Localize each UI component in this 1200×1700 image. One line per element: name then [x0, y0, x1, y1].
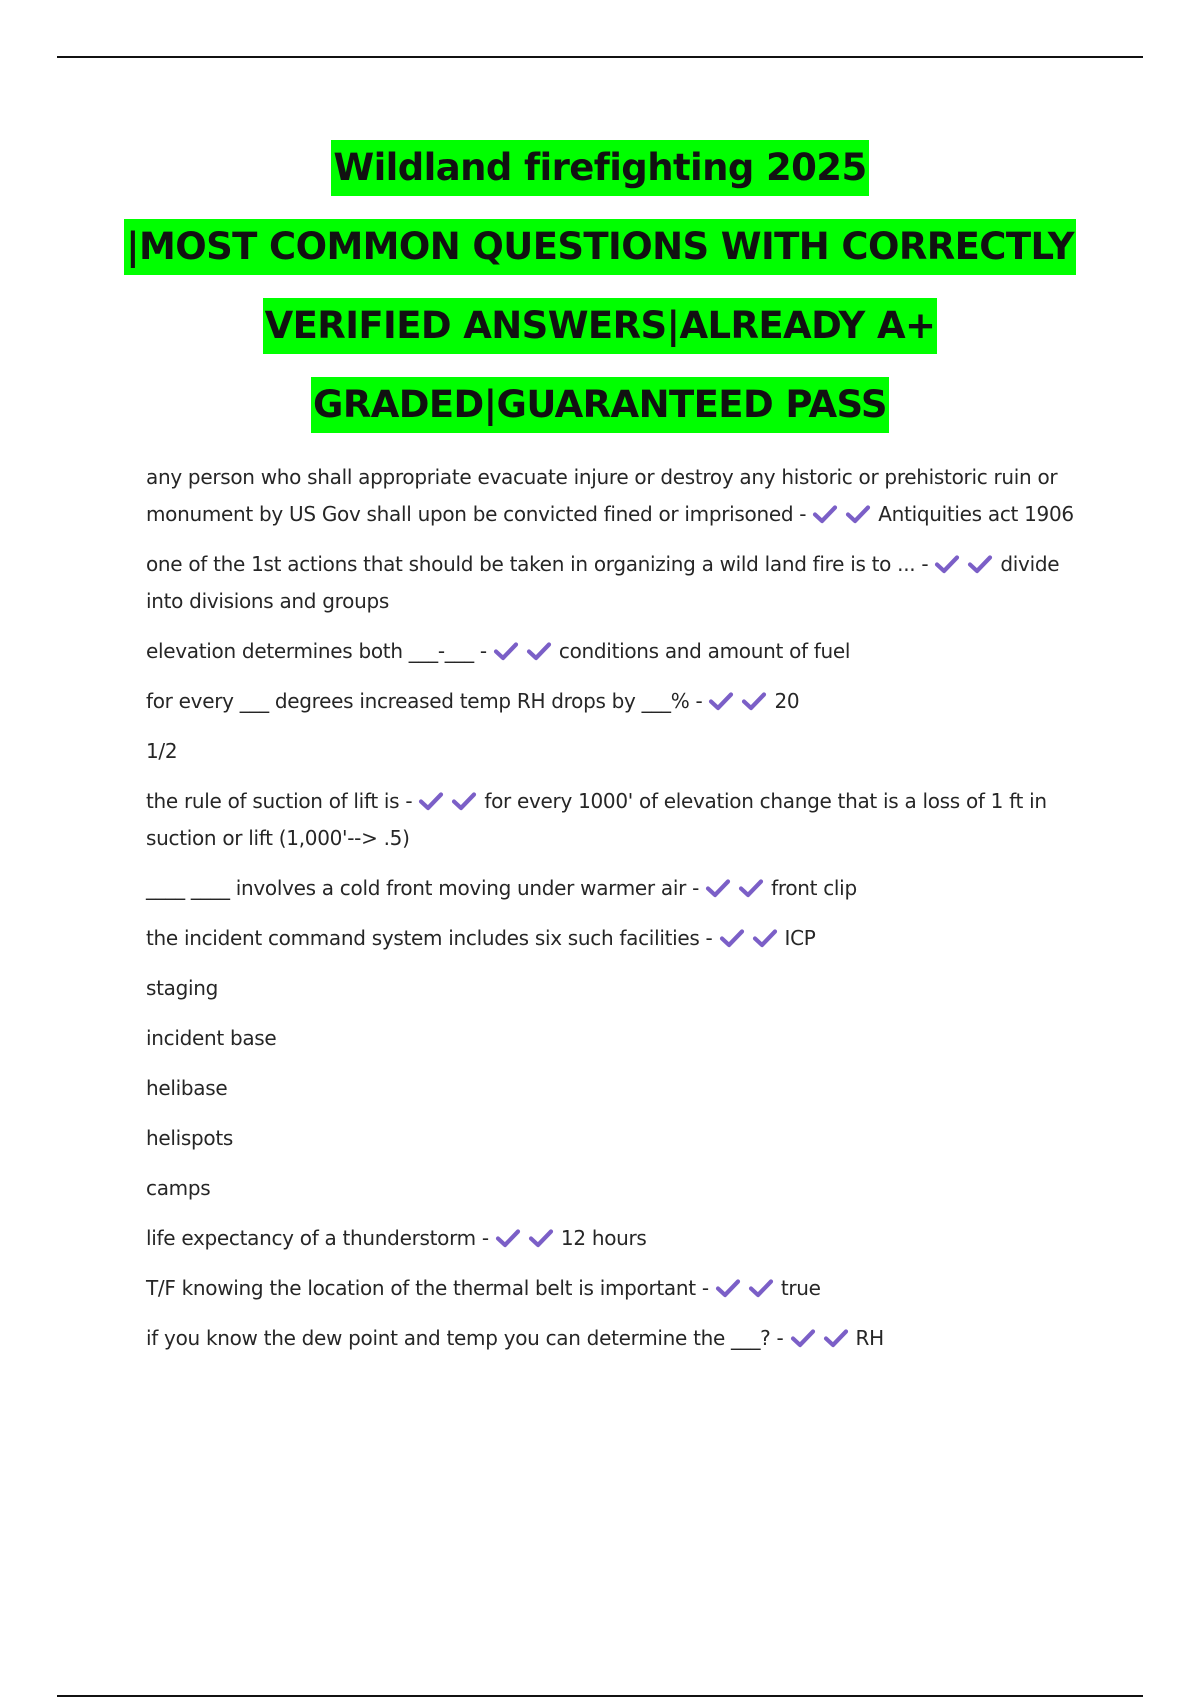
title-line-1: [0, 140, 1200, 219]
answer-text: true: [780, 1276, 821, 1300]
question-text: for every ___ degrees increased temp RH drops by ___% -: [146, 689, 703, 713]
qa-item: [146, 920, 1086, 957]
qa-list: [146, 459, 1086, 1370]
title-line-3: [0, 298, 1200, 377]
qa-item: [146, 459, 1086, 533]
checkmark-icon: [719, 928, 745, 948]
checkmark-icon: [451, 791, 477, 811]
checkmark-icon: [741, 691, 767, 711]
title-line-3-text: VERIFIED ANSWERS|ALREADY A+: [263, 298, 938, 354]
question-text: ____ ____ involves a cold front moving under warmer air -: [146, 876, 700, 900]
answer-text: for every 1000' of elevation change that is a loss of 1 ft in suction or lift (1,000'--> .5): [146, 789, 1047, 850]
answer-continuation: staging: [146, 976, 219, 1000]
answer-continuation: helispots: [146, 1126, 234, 1150]
document-title: [0, 140, 1200, 456]
question-text: the rule of suction of lift is -: [146, 789, 413, 813]
answer-text: ICP: [784, 926, 816, 950]
checkmark-icon: [738, 878, 764, 898]
qa-item: [146, 633, 1086, 670]
checkmark-icon: [790, 1328, 816, 1348]
answer-text: 12 hours: [560, 1226, 647, 1250]
answer-continuation: incident base: [146, 1026, 277, 1050]
top-rule: [57, 56, 1143, 58]
title-line-4: [0, 377, 1200, 456]
answer-text: divide into divisions and groups: [146, 552, 1060, 613]
checkmark-icon: [823, 1328, 849, 1348]
question-text: if you know the dew point and temp you can determine the ___? -: [146, 1326, 784, 1350]
title-line-2: [0, 219, 1200, 298]
checkmark-icon: [812, 504, 838, 524]
answer-text: conditions and amount of fuel: [558, 639, 851, 663]
answer-text: Antiquities act 1906: [878, 502, 1074, 526]
answer-continuation: helibase: [146, 1076, 228, 1100]
answer-continuation: 1/2: [146, 739, 178, 763]
checkmark-icon: [418, 791, 444, 811]
answer-continuation: camps: [146, 1176, 211, 1200]
title-line-2-text: |MOST COMMON QUESTIONS WITH CORRECTLY: [124, 219, 1076, 275]
question-text: elevation determines both ___-___ -: [146, 639, 487, 663]
qa-item: [146, 1320, 1086, 1357]
title-line-4-text: GRADED|GUARANTEED PASS: [311, 377, 889, 433]
checkmark-icon: [526, 641, 552, 661]
question-text: life expectancy of a thunderstorm -: [146, 1226, 489, 1250]
qa-item: [146, 683, 1086, 720]
qa-item: [146, 870, 1086, 907]
qa-item: [146, 546, 1086, 620]
checkmark-icon: [752, 928, 778, 948]
qa-item: [146, 1270, 1086, 1307]
bottom-rule: [57, 1695, 1143, 1697]
qa-item: [146, 1220, 1086, 1257]
answer-text: RH: [855, 1326, 884, 1350]
title-line-1-text: Wildland firefighting 2025: [331, 140, 868, 196]
checkmark-icon: [528, 1228, 554, 1248]
checkmark-icon: [493, 641, 519, 661]
checkmark-icon: [748, 1278, 774, 1298]
answer-text: 20: [774, 689, 800, 713]
checkmark-icon: [845, 504, 871, 524]
checkmark-icon: [705, 878, 731, 898]
qa-item: [146, 783, 1086, 857]
checkmark-icon: [495, 1228, 521, 1248]
question-text: T/F knowing the location of the thermal belt is important -: [146, 1276, 709, 1300]
checkmark-icon: [708, 691, 734, 711]
question-text: one of the 1st actions that should be taken in organizing a wild land fire is to ... -: [146, 552, 929, 576]
answer-text: front clip: [771, 876, 857, 900]
question-text: any person who shall appropriate evacuate injure or destroy any historic or prehistoric ruin or monument by US Gov shall upon be convicted fined or imprisoned -: [146, 465, 1058, 526]
question-text: the incident command system includes six such facilities -: [146, 926, 713, 950]
checkmark-icon: [715, 1278, 741, 1298]
checkmark-icon: [967, 554, 993, 574]
checkmark-icon: [934, 554, 960, 574]
